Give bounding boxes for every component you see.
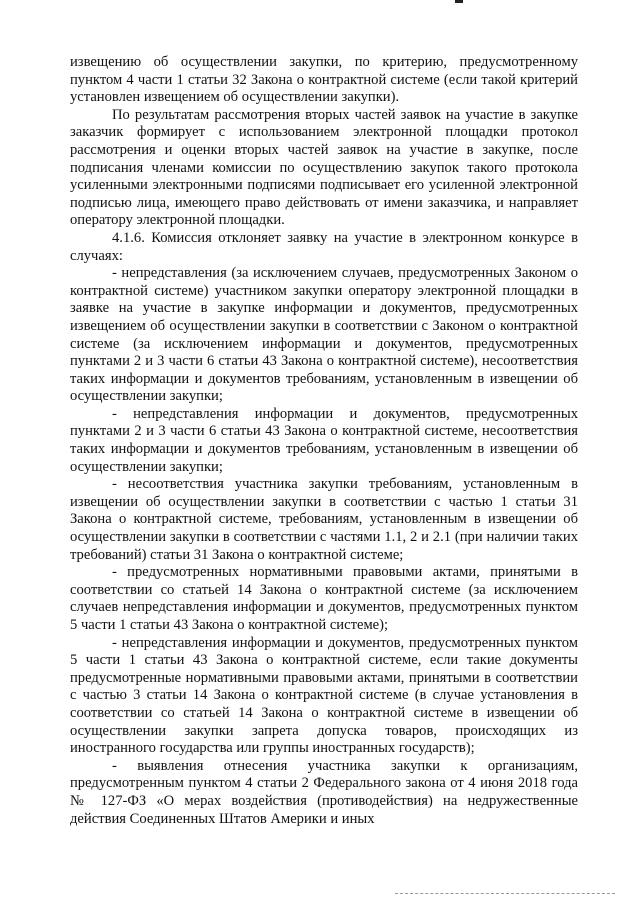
document-page xyxy=(70,54,578,828)
list-item-nonsubmission: - непредставления (за исключением случаев, предусмотренных Законом о контрактной системе) участником закупки оператору электронной площадки в заявке на участие в закупке информации и документов, предусмотренных извещением об осуществлении закупки в соответствии с Законом о контрактной системе (за исключением информации и документов, предусмотренных пунктами 2 и 3 части 6 статьи 43 Закона о контрактной системе), несоответствия таких информации и документов требованиям, установленным в извещении об осуществлении закупки; xyxy=(70,265,578,405)
list-item-unfriendly-states: - выявления отнесения участника закупки к организациям, предусмотренным пунктом 4 статьи 2 Федерального закона от 4 июня 2018 года № 127-ФЗ «О мерах воздействия (противодействия) на недружественные действия Соединенных Штатов Америки и иных xyxy=(70,757,578,827)
list-item-noncompliance-participant: - несоответствия участника закупки требованиям, установленным в извещении об осуществлении закупки в соответствии с частью 1 статьи 31 Закона о контрактной системе, требованиям, установленным в извещении об осуществлении закупки в соответствии с частями 1.1, 2 и 2.1 (при наличии таких требований) статьи 31 Закона о контрактной системе; xyxy=(70,476,578,563)
scan-artifact-top xyxy=(455,0,463,3)
scan-artifact-bottom xyxy=(395,893,615,896)
paragraph-notice-continuation: извещению об осуществлении закупки, по критерию, предусмотренному пунктом 4 части 1 статьи 32 Закона о контрактной системе (если такой критерий установлен извещением об осуществлении закупки). xyxy=(70,54,578,106)
paragraph-second-parts-protocol: По результатам рассмотрения вторых частей заявок на участие в закупке заказчик формирует с использованием электронной площадки протокол рассмотрения и оценки вторых частей заявок на участие в закупке, после подписания членами комиссии по осуществлению закупок такого протокола усиленными электронными подписями подписывает его усиленной электронной подписью лица, имеющего право действовать от имени заказчика, и направляет оператору электронной площадки. xyxy=(70,106,578,229)
list-item-normative-acts: - предусмотренных нормативными правовыми актами, принятыми в соответствии со статьей 14 Закона о контрактной системе (за исключением случаев непредставления информации и документов, предусмотренных пунктом 5 части 1 статьи 43 Закона о контрактной системе); xyxy=(70,564,578,633)
list-item-nonsubmission-art43: - непредставления информации и документов, предусмотренных пунктами 2 и 3 части 6 статьи 43 Закона о контрактной системе, несоответствия таких информации и документов требованиям, установленным в извещении об осуществлении закупки; xyxy=(70,405,578,475)
paragraph-4-1-6-heading: 4.1.6. Комиссия отклоняет заявку на участие в электронном конкурсе в случаях: xyxy=(70,229,578,264)
list-item-nonsubmission-point5: - непредставления информации и документов, предусмотренных пунктом 5 части 1 статьи 43 Закона о контрактной системе, если такие документы предусмотренные нормативными правовыми актами, принятыми в соответствии с частью 3 статьи 14 Закона о контрактной системе (в случае установления в соответствии со статьей 14 Закона о контрактной системе в извещении об осуществлении закупки запрета допуска товаров, происходящих из иностранного государства или группы иностранных государств); xyxy=(70,634,578,757)
